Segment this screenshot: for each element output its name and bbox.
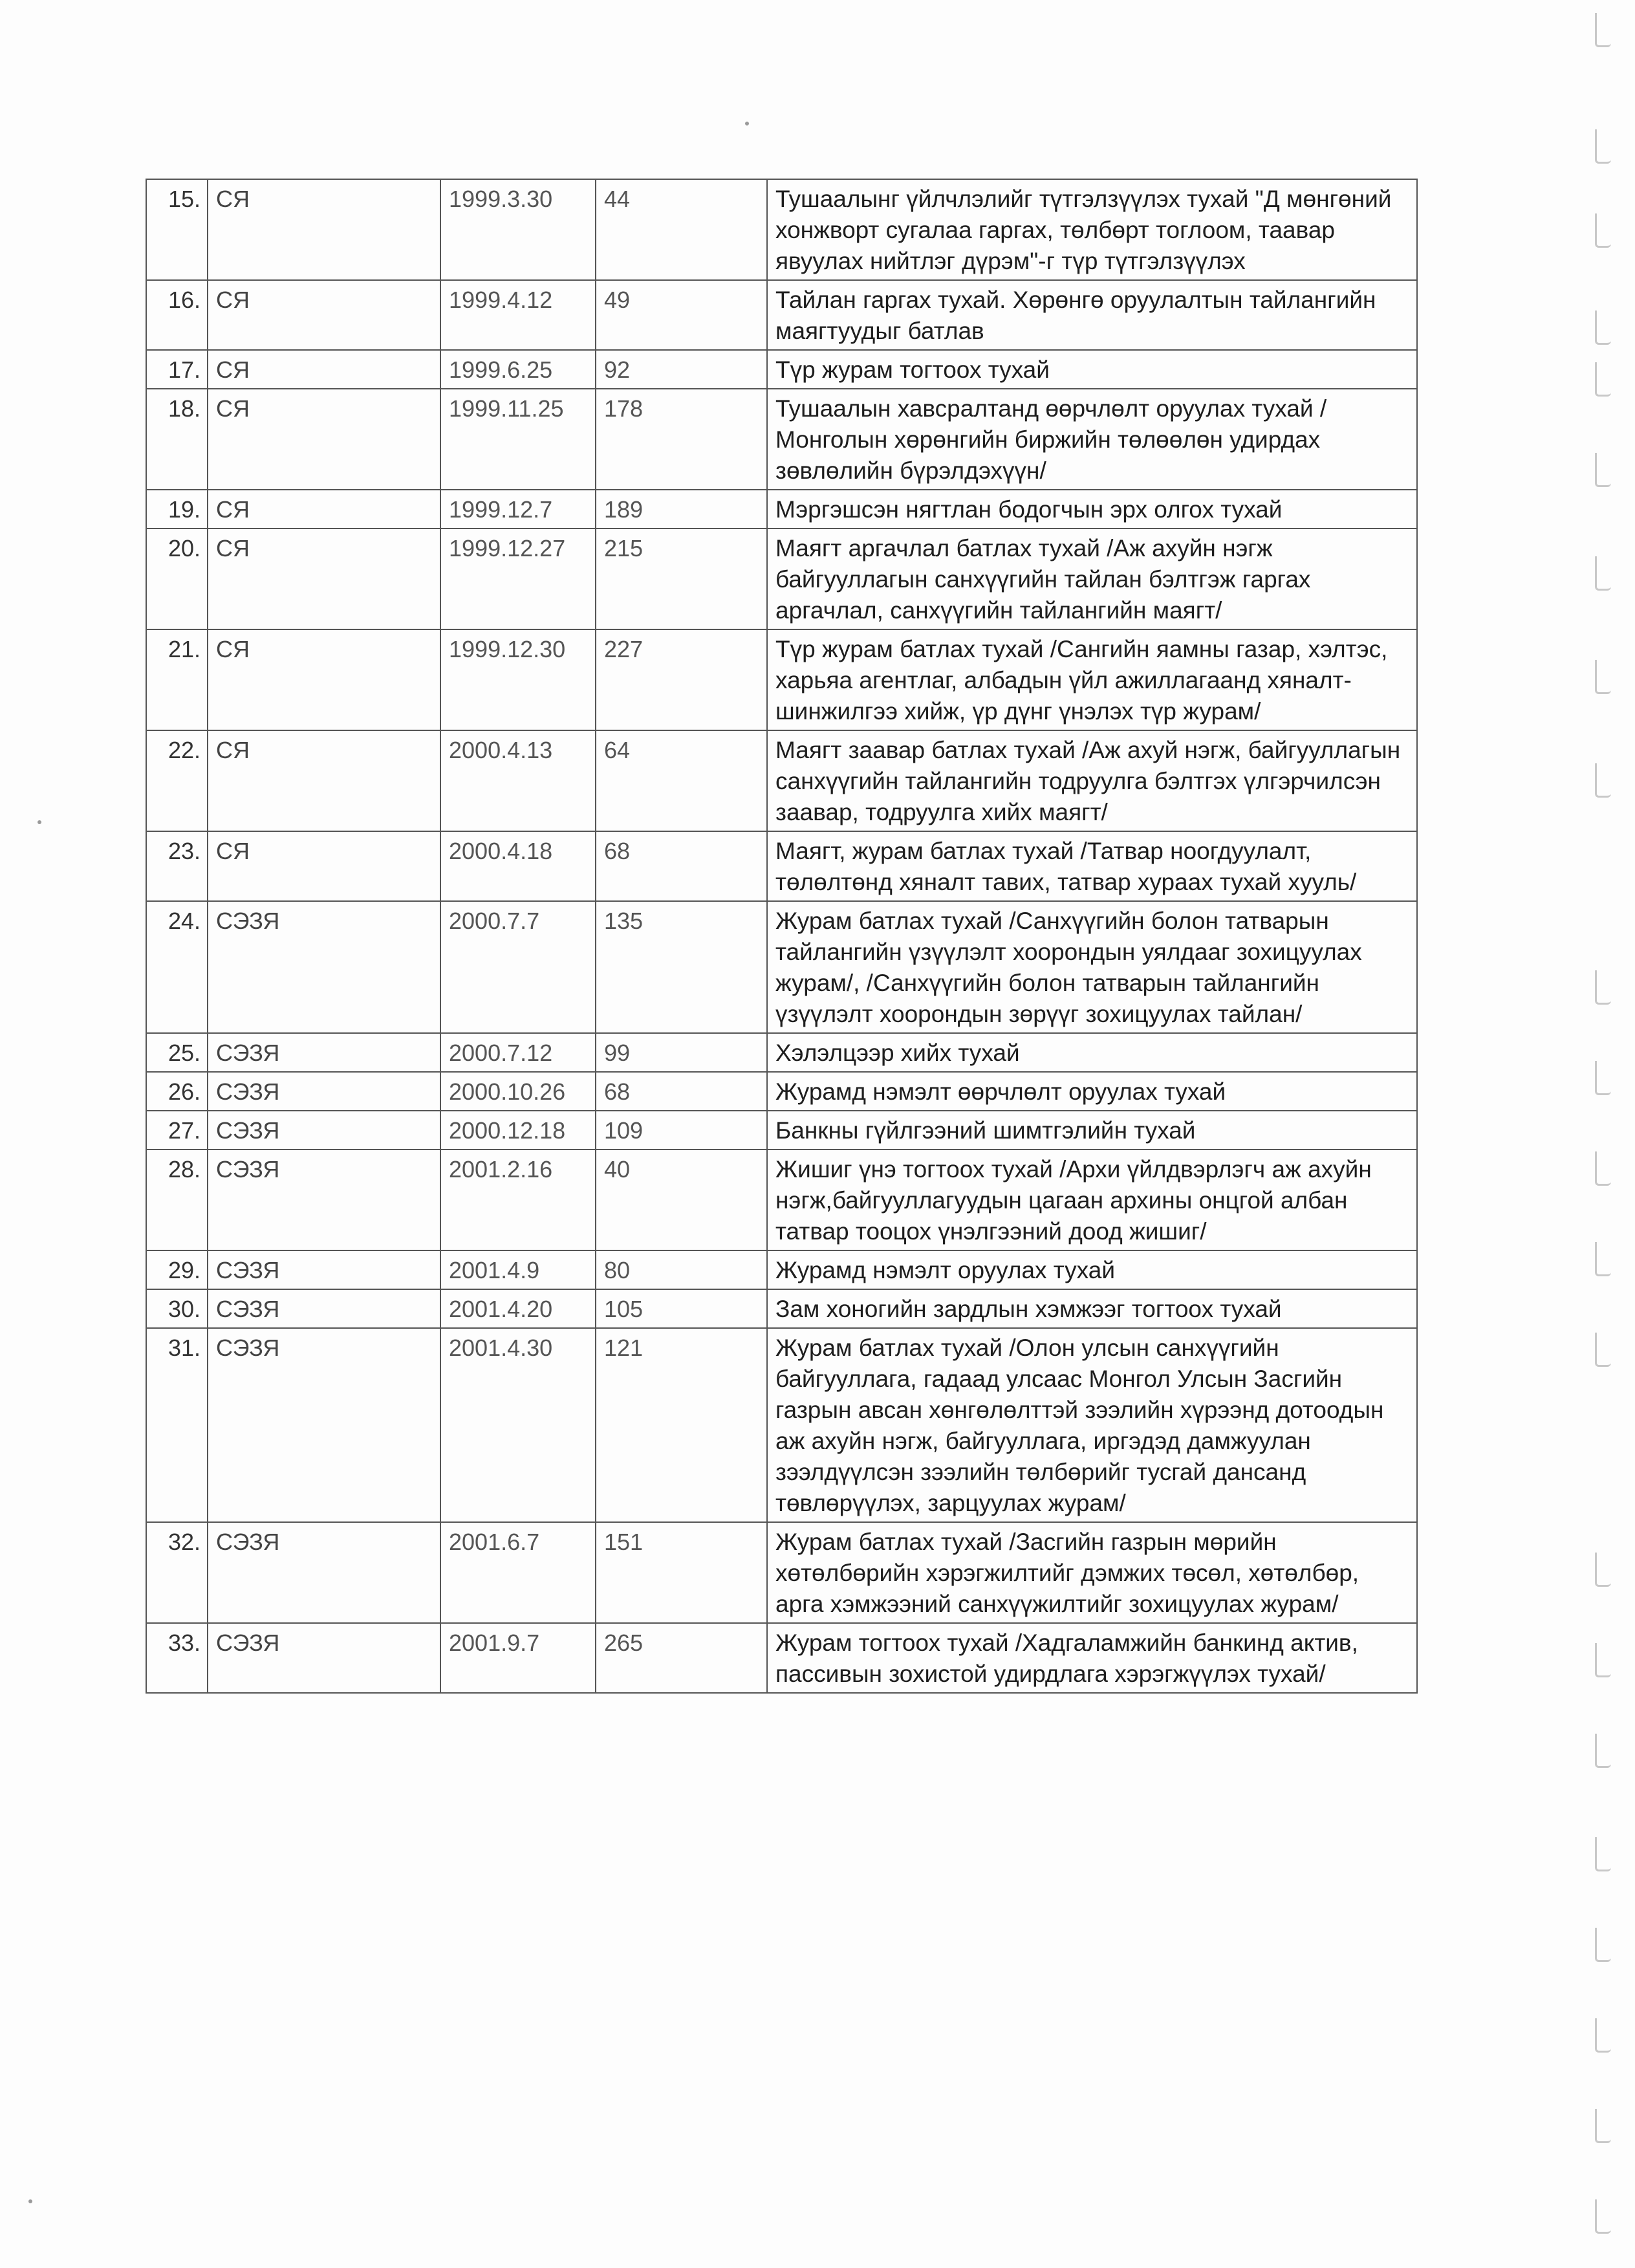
order-number: 44 [596, 179, 767, 280]
ministry-code: СЭЗЯ [208, 901, 440, 1033]
order-title: Банкны гүйлгээний шимтгэлийн тухай [767, 1111, 1417, 1150]
order-date: 2001.6.7 [440, 1522, 596, 1623]
order-number: 215 [596, 529, 767, 629]
ministry-code: СЯ [208, 350, 440, 389]
order-number: 68 [596, 1072, 767, 1111]
row-number: 33. [146, 1623, 208, 1693]
order-title: Тайлан гаргах тухай. Хөрөнгө оруулалтын тайлангийн маягтуудыг батлав [767, 280, 1417, 350]
order-number: 99 [596, 1033, 767, 1072]
table-row [146, 389, 1417, 490]
ministry-code: СЭЗЯ [208, 1072, 440, 1111]
row-number: 31. [146, 1328, 208, 1522]
scan-speck [745, 122, 749, 125]
ministry-code: СЭЗЯ [208, 1150, 440, 1250]
order-date: 2000.4.13 [440, 730, 596, 831]
ministry-code: СЯ [208, 280, 440, 350]
order-number: 80 [596, 1250, 767, 1289]
table-row [146, 1289, 1417, 1328]
row-number: 21. [146, 629, 208, 730]
ministry-code: СЯ [208, 179, 440, 280]
order-date: 1999.4.12 [440, 280, 596, 350]
row-number: 17. [146, 350, 208, 389]
ministry-code: СЯ [208, 389, 440, 490]
order-title: Түр журам батлах тухай /Сангийн яамны газар, хэлтэс, харьяа агентлаг, албадын үйл ажиллагаанд хяналт-шинжилгээ хийж, үр дүнг үнэлэх түр журам/ [767, 629, 1417, 730]
order-title: Маягт заавар батлах тухай /Аж ахуй нэгж, байгууллагын санхүүгийн тайлангийн тодруулга бэлтгэх үлгэрчилсэн заавар, тодруулга хийх маягт/ [767, 730, 1417, 831]
order-date: 2001.9.7 [440, 1623, 596, 1693]
ministry-code: СЯ [208, 490, 440, 529]
order-title: Тушаалынг үйлчлэлийг түтгэлзүүлэх тухай "Д мөнгөний хонжворт сугалаа гаргах, төлбөрт тоглоом, таавар явуулах нийтлэг дүрэм"-г түр түтгэлзүүлэх [767, 179, 1417, 280]
order-date: 2001.4.9 [440, 1250, 596, 1289]
order-date: 1999.3.30 [440, 179, 596, 280]
table-row [146, 490, 1417, 529]
order-number: 227 [596, 629, 767, 730]
regulations-table [146, 179, 1418, 1694]
order-title: Журамд нэмэлт оруулах тухай [767, 1250, 1417, 1289]
order-title: Журам батлах тухай /Олон улсын санхүүгийн байгууллага, гадаад улсаас Монгол Улсын Засгийн газрын авсан хөнгөлөлттэй зээлийн хүрээнд дотоодын аж ахуйн нэгж, байгууллага, иргэдэд дамжуулан зээлдүүлсэн зээлийн төлбөрийг тусгай дансанд төвлөрүүлэх, зарцуулах журам/ [767, 1328, 1417, 1522]
row-number: 27. [146, 1111, 208, 1150]
order-number: 151 [596, 1522, 767, 1623]
ministry-code: СЯ [208, 831, 440, 901]
table-row [146, 831, 1417, 901]
ministry-code: СЭЗЯ [208, 1250, 440, 1289]
row-number: 19. [146, 490, 208, 529]
order-number: 189 [596, 490, 767, 529]
row-number: 30. [146, 1289, 208, 1328]
ministry-code: СЯ [208, 629, 440, 730]
order-number: 68 [596, 831, 767, 901]
table-row [146, 1522, 1417, 1623]
row-number: 22. [146, 730, 208, 831]
table-row [146, 901, 1417, 1033]
binding-marks [1583, 0, 1622, 2268]
row-number: 25. [146, 1033, 208, 1072]
order-title: Маягт, журам батлах тухай /Татвар ноогдуулалт, төлөлтөнд хяналт тавих, татвар хураах тухай хууль/ [767, 831, 1417, 901]
row-number: 32. [146, 1522, 208, 1623]
ministry-code: СЭЗЯ [208, 1623, 440, 1693]
order-date: 1999.12.27 [440, 529, 596, 629]
order-date: 2000.4.18 [440, 831, 596, 901]
table-row [146, 1250, 1417, 1289]
table-row [146, 179, 1417, 280]
order-title: Журамд нэмэлт өөрчлөлт оруулах тухай [767, 1072, 1417, 1111]
order-date: 2001.2.16 [440, 1150, 596, 1250]
ministry-code: СЭЗЯ [208, 1522, 440, 1623]
order-number: 121 [596, 1328, 767, 1522]
row-number: 15. [146, 179, 208, 280]
order-title: Зам хоногийн зардлын хэмжээг тогтоох тухай [767, 1289, 1417, 1328]
scan-speck [38, 820, 41, 824]
order-date: 2000.7.12 [440, 1033, 596, 1072]
ministry-code: СЭЗЯ [208, 1111, 440, 1150]
order-number: 92 [596, 350, 767, 389]
order-number: 40 [596, 1150, 767, 1250]
table-row [146, 1150, 1417, 1250]
scan-speck [28, 2199, 32, 2203]
order-number: 109 [596, 1111, 767, 1150]
row-number: 20. [146, 529, 208, 629]
order-date: 1999.11.25 [440, 389, 596, 490]
order-title: Хэлэлцээр хийх тухай [767, 1033, 1417, 1072]
order-title: Журам батлах тухай /Засгийн газрын мөрийн хөтөлбөрийн хэрэгжилтийг дэмжих төсөл, хөтөлбөр, арга хэмжээний санхүүжилтийг зохицуулах журам/ [767, 1522, 1417, 1623]
order-date: 2000.7.7 [440, 901, 596, 1033]
order-number: 135 [596, 901, 767, 1033]
order-date: 2001.4.30 [440, 1328, 596, 1522]
table-row [146, 1033, 1417, 1072]
table-row [146, 350, 1417, 389]
order-number: 64 [596, 730, 767, 831]
table-row [146, 1072, 1417, 1111]
ministry-code: СЭЗЯ [208, 1328, 440, 1522]
order-title: Журам батлах тухай /Санхүүгийн болон татварын тайлангийн үзүүлэлт хоорондын уялдааг зохицуулах журам/, /Санхүүгийн болон татварын тайлангийн үзүүлэлт хоорондын зөрүүг зохицуулах тайлан/ [767, 901, 1417, 1033]
order-date: 1999.12.7 [440, 490, 596, 529]
ministry-code: СЯ [208, 730, 440, 831]
order-date: 2000.12.18 [440, 1111, 596, 1150]
order-date: 1999.12.30 [440, 629, 596, 730]
order-title: Тушаалын хавсралтанд өөрчлөлт оруулах тухай /Монголын хөрөнгийн биржийн төлөөлөн удирдах зөвлөлийн бүрэлдэхүүн/ [767, 389, 1417, 490]
ministry-code: СЭЗЯ [208, 1033, 440, 1072]
row-number: 26. [146, 1072, 208, 1111]
row-number: 24. [146, 901, 208, 1033]
row-number: 29. [146, 1250, 208, 1289]
row-number: 28. [146, 1150, 208, 1250]
table-row [146, 1328, 1417, 1522]
order-date: 2000.10.26 [440, 1072, 596, 1111]
order-title: Маягт аргачлал батлах тухай /Аж ахуйн нэгж байгууллагын санхүүгийн тайлан бэлтгэж гаргах аргачлал, санхүүгийн тайлангийн маягт/ [767, 529, 1417, 629]
order-number: 265 [596, 1623, 767, 1693]
table-body [146, 179, 1417, 1693]
table-row [146, 529, 1417, 629]
table-row [146, 280, 1417, 350]
table-row [146, 1623, 1417, 1693]
table-row [146, 730, 1417, 831]
order-number: 49 [596, 280, 767, 350]
order-date: 1999.6.25 [440, 350, 596, 389]
order-number: 178 [596, 389, 767, 490]
row-number: 16. [146, 280, 208, 350]
order-title: Түр журам тогтоох тухай [767, 350, 1417, 389]
table-row [146, 1111, 1417, 1150]
row-number: 18. [146, 389, 208, 490]
order-date: 2001.4.20 [440, 1289, 596, 1328]
order-title: Жишиг үнэ тогтоох тухай /Архи үйлдвэрлэгч аж ахуйн нэгж,байгууллагуудын цагаан архины онцгой албан татвар тооцох үнэлгээний доод жишиг/ [767, 1150, 1417, 1250]
order-number: 105 [596, 1289, 767, 1328]
order-title: Мэргэшсэн нягтлан бодогчын эрх олгох тухай [767, 490, 1417, 529]
ministry-code: СЭЗЯ [208, 1289, 440, 1328]
table-row [146, 629, 1417, 730]
ministry-code: СЯ [208, 529, 440, 629]
row-number: 23. [146, 831, 208, 901]
order-title: Журам тогтоох тухай /Хадгаламжийн банкинд актив, пассивын зохистой удирдлага хэрэгжүүлэх тухай/ [767, 1623, 1417, 1693]
